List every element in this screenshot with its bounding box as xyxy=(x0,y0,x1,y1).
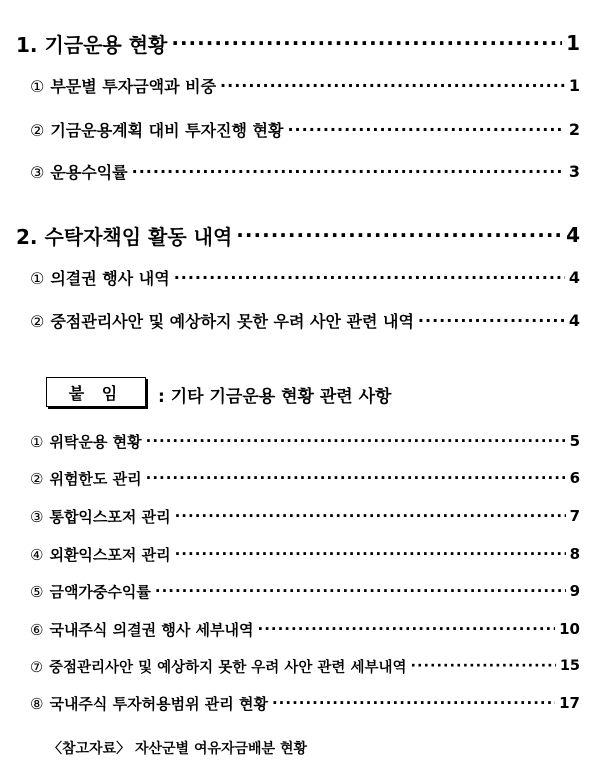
toc-section-2[interactable] xyxy=(0,220,600,250)
toc-attachment-item[interactable] xyxy=(0,428,600,454)
item-number: ② xyxy=(30,120,45,140)
leader-dots xyxy=(175,545,566,563)
item-number: ③ xyxy=(30,162,45,182)
leader-dots xyxy=(411,658,556,674)
page-number: 6 xyxy=(569,469,580,487)
page-number: 15 xyxy=(559,658,580,674)
item-label: 중점관리사안 및 예상하지 못한 우려 사안 관련 내역 xyxy=(50,311,414,331)
page-number: 8 xyxy=(569,545,580,563)
item-label: 의결권 행사 내역 xyxy=(50,268,170,288)
reference-note[interactable]: 〈참고자료〉 자산군별 여유자금배분 현황 xyxy=(48,741,308,757)
leader-dots xyxy=(287,120,564,139)
item-number: ① xyxy=(30,432,44,451)
leader-dots xyxy=(146,432,566,450)
item-number: ③ xyxy=(30,507,44,526)
section-title: 1. 기금운용 현황 xyxy=(16,32,168,57)
leader-dots xyxy=(236,223,562,247)
leader-dots xyxy=(155,582,566,600)
section-title: 2. 수탁자책임 활동 내역 xyxy=(16,224,233,249)
leader-dots xyxy=(146,469,566,487)
item-label: 통합익스포저 관리 xyxy=(49,507,171,526)
page-number: 1 xyxy=(566,31,580,55)
item-label: 위탁운용 현황 xyxy=(49,432,142,451)
page-number: 5 xyxy=(569,432,580,450)
toc-attachment-item[interactable] xyxy=(0,690,600,716)
toc-section-1[interactable] xyxy=(0,28,600,58)
page-number: 9 xyxy=(569,582,580,600)
toc-item[interactable] xyxy=(0,72,600,98)
item-label: 외환익스포저 관리 xyxy=(49,545,171,564)
toc-item[interactable] xyxy=(0,307,600,333)
leader-dots xyxy=(171,31,562,55)
toc-attachment-item[interactable] xyxy=(0,503,600,529)
item-number: ① xyxy=(30,76,45,96)
item-label: 기금운용계획 대비 투자진행 현황 xyxy=(50,120,284,140)
item-number: ② xyxy=(30,469,44,488)
attachment-description: : 기타 기금운용 현황 관련 사항 xyxy=(158,387,392,407)
leader-dots xyxy=(175,507,566,525)
item-number: ④ xyxy=(30,545,44,564)
leader-dots xyxy=(132,162,565,181)
item-label: 운용수익률 xyxy=(50,162,128,182)
item-number: ② xyxy=(30,311,45,331)
toc-item[interactable] xyxy=(0,264,600,290)
page-number: 3 xyxy=(568,161,580,181)
page-number: 7 xyxy=(569,507,580,525)
item-label: 금액가중수익률 xyxy=(49,582,151,601)
item-number: ⑤ xyxy=(30,582,44,601)
leader-dots xyxy=(272,694,555,712)
leader-dots xyxy=(258,620,556,638)
leader-dots xyxy=(418,311,565,330)
page-number: 17 xyxy=(559,694,580,712)
toc-item[interactable] xyxy=(0,158,600,184)
page-number: 10 xyxy=(559,620,580,638)
leader-dots xyxy=(174,268,565,287)
toc-attachment-item[interactable] xyxy=(0,465,600,491)
leader-dots xyxy=(220,76,565,95)
page-number: 4 xyxy=(568,310,580,330)
item-number: ① xyxy=(30,268,45,288)
page-number: 2 xyxy=(568,119,580,139)
attachment-label-box: 붙 임 xyxy=(46,377,146,407)
page-number: 4 xyxy=(568,267,580,287)
toc-attachment-item[interactable] xyxy=(0,616,600,642)
item-label: 국내주식 의결권 행사 세부내역 xyxy=(49,620,254,639)
toc-attachment-item[interactable] xyxy=(0,578,600,604)
toc-attachment-item[interactable] xyxy=(0,541,600,567)
item-number: ⑧ xyxy=(30,694,44,713)
item-label: 부문별 투자금액과 비중 xyxy=(50,76,217,96)
item-number: ⑦ xyxy=(30,659,43,676)
page-number: 1 xyxy=(568,75,580,95)
page-number: 4 xyxy=(566,223,580,247)
item-label: 위험한도 관리 xyxy=(49,469,142,488)
item-number: ⑥ xyxy=(30,620,44,639)
item-label: 중점관리사안 및 예상하지 못한 우려 사안 관련 세부내역 xyxy=(49,659,407,676)
toc-item[interactable] xyxy=(0,116,600,142)
toc-attachment-item[interactable] xyxy=(0,653,600,679)
item-label: 국내주식 투자허용범위 관리 현황 xyxy=(49,694,268,713)
